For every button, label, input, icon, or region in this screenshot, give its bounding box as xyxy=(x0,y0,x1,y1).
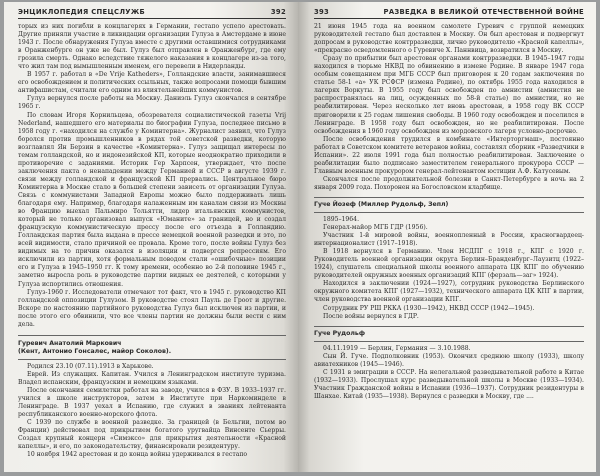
right-page-header xyxy=(314,8,584,19)
paragraph: С 1939 по службе в военной разведке. За границей (в Бельгии, потом во Франции) действовал под прикрытием богатого уругвайца Винсенте Сьерры. Создал крупный концерн «Симэксо» для прикрытия деятельности «Красной капеллы», и его, по законодательству, финансировали резидентуру. xyxy=(18,419,286,451)
right-page-number: 393 xyxy=(314,8,330,16)
left-page xyxy=(4,2,298,472)
entry-heading-guche-rudolf xyxy=(314,326,584,342)
left-body-text xyxy=(18,23,286,459)
paragraph: 10 ноября 1942 арестован и до конца войны удерживался в гестапо xyxy=(27,451,248,459)
right-body-text xyxy=(314,23,584,401)
paragraph: После освобождения трудился в комбинате «Интерторгмаш», постоянно работал в Советском комитете ветеранов войны, составлял сборник «Разведчики в Испании». 22 июля 1991 года был полностью реабилитирован. Заключение о реабилитации было подписано заместителем генерального прокурора СССР — Главным военным прокурором генерал-лейтенантом юстиции А.Ф. Катусевым. xyxy=(314,135,584,175)
paragraph: Участник 1-й мировой войны, военнопленный в России, красногвардеец-интернационалист (1917–1918). xyxy=(314,232,584,248)
paragraph: После окончания семилетки работал на заводе, учился в ФЗУ. В 1933–1937 гг. учился в школе инструкторов, затем в Институте при Наркоминделе в Ленинграде. В 1937 уехал в Испанию, где служил в званиях лейтенанта республиканского военно-морского флота. xyxy=(18,386,286,419)
book-spread xyxy=(4,2,596,474)
left-page-number: 392 xyxy=(270,8,286,16)
paragraph: Гулуз-1960 г. Исследователи отмечают тот факт, что в 1945 г. руководство КП голландской оппозиции Гулузом. В руководстве стоял Пауль де Гроот и другие. Вскоре по настоянию партийного руководства Гулуз был исключен из партии, и после этого его обвинили, что все члены партии не должны были вести с ним дела. xyxy=(18,288,286,328)
paragraph: В 1918 вернулся в Германию. Член НСДПГ с 1918 г., КПГ с 1920 г. Руководитель военной организации округа Берлин–Бранденбург–Лаузитц (1922–1924), слушатель специальной школы военного аппарата ЦК КПГ по обучению руководителей окружных военных организаций КПГ (ферзаль—заг» 1924). xyxy=(314,248,584,280)
paragraph: Еврей. Из служащих. Капитан. Учился в Ленинградском институте туризма. Владел испанским, французским и немецким языками. xyxy=(18,370,286,386)
paragraph: Сын Й. Гуче. Подполковник (1953). Окончил среднюю школу (1933), школу авиатехников (1945—1946). xyxy=(314,352,584,368)
paragraph: Гулуз вернулся после работы на Москву. Даниэль Гулуз скончался в сентябре 1965 г. xyxy=(18,95,286,111)
paragraph: Генерал-майор МГБ ГДР (1956). xyxy=(323,224,428,232)
paragraph: По словам Игоря Корнильцева, обозревателя социалистической газеты Vrij Nederland, нашедшего его материалы по биографии Гулуза, последнее письмо в 1958 году г. «находился на службе у Коминтерна». Журналист заявил, что Гулуз боролся против промышленников в рядах той советской разведки, которую возглавлял Ян Берзин в качестве «Коминтерна». Гулуз защищал интересы по темам голландской, но и индонезийской КП, которые неоднократно приходили в противоречие с заданиями. Историк Гер Харпсен, утверждает, что после заключения пакта о ненападении между Германией и СССР в августе 1939 г. связи между голландской и французской КП прервались. Центральное бюро Коминтерна в Москве стало в большей степени зависеть от организации Гулуза. Связь с коммунистами Западной Европы можно было поддерживать лишь благодаря ему. Например, благодаря налаженным им каналам связи из Москвы во Францию выехал Пальмиро Тольятти, лидер итальянских коммунистов, который не только организовал выпуск «Юманите» за границей, но и создал французскую коммунистическую прессу после его отъезда в Голландию. Голландская партия была выдана в прессе немецкой военной разведки и это, по всей видимости, стало причиной ее провала. Кроме того, после войны Гулуз без видимых на то причин оказался в изоляции и подвергся репрессиям. Его исключили из партии, хотя формальным поводом стали «ошибочные» позиции его и Гулуза в 1945–1950 гг. К тому времени, особенно во 2-й половине 1945 г., заметно выросла роль в руководстве партии видных ее деятелей, с которыми у Гулуза испортились отношения. xyxy=(18,111,286,288)
right-header-title: РАЗВЕДКА В ВЕЛИКОЙ ОТЕЧЕСТВЕННОЙ ВОЙНЕ xyxy=(383,8,584,16)
left-header-title: ЭНЦИКЛОПЕДИЯ СПЕЦСЛУЖБ xyxy=(18,8,145,16)
paragraph: После войны вернулся в ГДР. xyxy=(323,312,419,320)
right-page xyxy=(298,2,596,472)
paragraph: В 1957 г. работал в «De Vrije Katheders», Голландские власти, занимавшиеся его освобождением и политических ссыльных, также вопросами помощи бывшим антифашистам, считали его одним из влиятельнейших коммунистов. xyxy=(18,71,286,95)
entry-heading-guche-josef xyxy=(314,197,584,213)
paragraph: Родился 23.10 (07.11).1913 в Харькове. xyxy=(27,362,154,370)
paragraph: Находился в заключении (1924—1927), сотрудник руководства Берлинского окружного комитета КПГ (1927—1932), технического аппарата ЦК КПГ в партии, член руководства военной организации КПГ. xyxy=(314,280,584,304)
paragraph: Скончался после продолжительной болезни в Санкт-Петербурге в ночь на 2 января 2009 года. Похоронен на Богословском кладбище. xyxy=(314,175,584,191)
entry-heading-gurevich xyxy=(18,335,286,360)
paragraph: 04.11.1919 — Берлин, Германия — 3.10.1988. xyxy=(323,344,471,352)
paragraph: торых из них погибли в концлагерях в Германии, гестапо успело арестовать. Другие приняли участие в ликвидации организации Гулуза в Амстердаме в июне 1943 г. После обнаружения Гулуза вместе с другими оставшимися сотрудниками в Оранженбурге он уже не был. Гулуз был отправлен в Оранженбург, где ему грозила смерть. Однако вследствие тяжелого наказания в концлагере из-за того, что жил там под вымышленным именем, его перевели в Нидерланды. xyxy=(18,23,286,71)
paragraph: 1895–1964. xyxy=(323,215,360,223)
entry-name: Гуче Рудольф xyxy=(314,329,365,337)
entry-aliases: (Кент, Антонио Гонсалес, майор Соколов). xyxy=(18,347,172,355)
paragraph: 21 июня 1945 года на военном самолете Гуревич с группой немецких руководителей гестапо был доставлен в Москву. Он был арестован и подвергнут допросам в руководстве контрразведки, лично руководителю «Красной капеллы», «прекрасно осведомленного о Гуревиче Х. Паннвица, возвратился в Москву. xyxy=(314,23,584,55)
entry-name: Гуревич Анатолий Маркович xyxy=(18,339,122,347)
entry-name: Гуче Йозеф (Миллер Рудольф, Зепл) xyxy=(314,200,449,208)
left-page-header xyxy=(18,8,286,19)
paragraph: Сразу по прибытии был арестован органами контрразведки. В 1945–1947 годы находился в тюрьме НКВД по обвинению в измене Родине. В январе 1947 года особым совещанием при МГБ СССР был приговорен к 20 годам заключения по статье 58-1 «а» УК РСФСР (измена Родине), по октябрь 1955 года находился в лагерях Воркуты. В 1955 году был освобожден по амнистии (амнистия не распространялась на лиц, осужденных по 58-й статье) по амнистии, но не реабилитирован. Через несколько лет вновь арестован, в 1958 году ВК СССР приговорили к 25 годам лишения свободы. В 1960 году освобожден и поселился в Ленинграде. В 1958 году был освобожден, но не реабилитирован. После освобождения в 1960 году освобожден из мордовского лагеря условно-досрочно. xyxy=(314,55,584,135)
paragraph: Сотрудник РУ РШ РККА (1930—1942), НКВД СССР (1942—1945). xyxy=(323,304,535,312)
paragraph: С 1931 в эмиграции в СССР. На нелегальной разведывательной работе в Китае (1932—1933). Прослушал курс разведывательной школы в Москве (1933—1934). Участник Гражданской войны в Испании (1936—1937). Сотрудник резидентуры в Шанхае. Китай (1935—1938). Вернулся с разведки в Москву, где .... xyxy=(314,368,584,400)
